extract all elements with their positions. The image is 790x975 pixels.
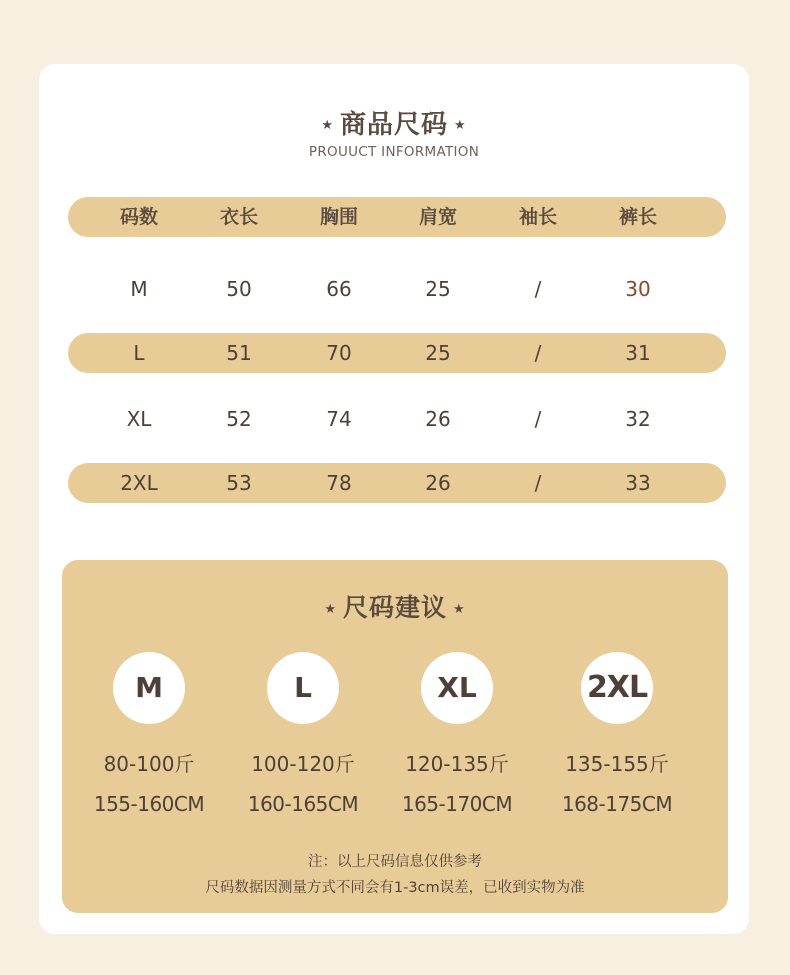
star-icon: ★ [324, 601, 337, 617]
page-title-text: 商品尺码 [339, 110, 448, 140]
weight-range: 120-135斤 [405, 752, 509, 776]
size-advice-title [62, 588, 728, 624]
table-cell: 78 [326, 471, 352, 495]
table-cell: 25 [425, 341, 451, 365]
column-header-pants-length: 裤长 [618, 206, 657, 228]
column-header-chest: 胸围 [319, 206, 358, 228]
table-cell: 66 [326, 277, 352, 301]
table-cell: L [133, 341, 145, 365]
table-cell: / [534, 471, 542, 495]
star-icon: ★ [321, 118, 334, 133]
size-badge-2xl: 2XL [581, 652, 653, 724]
height-range: 165-170CM [401, 792, 513, 816]
table-cell: 25 [425, 277, 451, 301]
table-row [68, 333, 726, 373]
height-range: 160-165CM [247, 792, 359, 816]
size-advice-panel [62, 560, 728, 913]
table-cell: 51 [226, 341, 252, 365]
table-cell: 31 [625, 341, 651, 365]
table-cell: / [534, 277, 542, 301]
size-badge-xl: XL [421, 652, 493, 724]
table-row [68, 269, 726, 309]
table-cell: 50 [226, 277, 252, 301]
height-range: 155-160CM [93, 792, 205, 816]
star-icon: ★ [454, 118, 467, 133]
table-cell: 30 [625, 277, 651, 301]
size-table-header [68, 197, 726, 237]
size-badge-l: L [267, 652, 339, 724]
table-cell: 74 [326, 407, 352, 431]
page-subtitle: PROUUCT INFORMATION [308, 144, 480, 160]
column-header-length: 衣长 [219, 206, 258, 228]
size-card [39, 64, 749, 934]
table-cell: / [534, 341, 542, 365]
column-header-size: 码数 [119, 206, 158, 228]
table-cell: 33 [625, 471, 651, 495]
table-row [68, 463, 726, 503]
column-header-shoulder: 肩宽 [418, 206, 457, 228]
table-cell: M [130, 277, 148, 301]
weight-range: 100-120斤 [251, 752, 355, 776]
table-cell: XL [126, 407, 152, 431]
column-header-sleeve: 袖长 [518, 206, 557, 228]
table-cell: 26 [425, 471, 451, 495]
disclaimer-note: 注：以上尺码信息仅供参考 [308, 854, 482, 870]
size-advice-title-text: 尺码建议 [342, 593, 447, 622]
weight-range: 135-155斤 [565, 752, 669, 776]
page-title [39, 104, 749, 141]
table-cell: 32 [625, 407, 651, 431]
table-cell: / [534, 407, 542, 431]
table-cell: 26 [425, 407, 451, 431]
table-cell: 53 [226, 471, 252, 495]
star-icon: ★ [453, 601, 466, 617]
weight-range: 80-100斤 [103, 752, 195, 776]
measurement-note: 尺码数据因测量方式不同会有1-3cm误差，已收到实物为准 [205, 880, 585, 896]
table-cell: 2XL [120, 471, 158, 495]
height-range: 168-175CM [561, 792, 673, 816]
table-cell: 52 [226, 407, 252, 431]
table-cell: 70 [326, 341, 352, 365]
size-badge-m: M [113, 652, 185, 724]
table-row [68, 399, 726, 439]
